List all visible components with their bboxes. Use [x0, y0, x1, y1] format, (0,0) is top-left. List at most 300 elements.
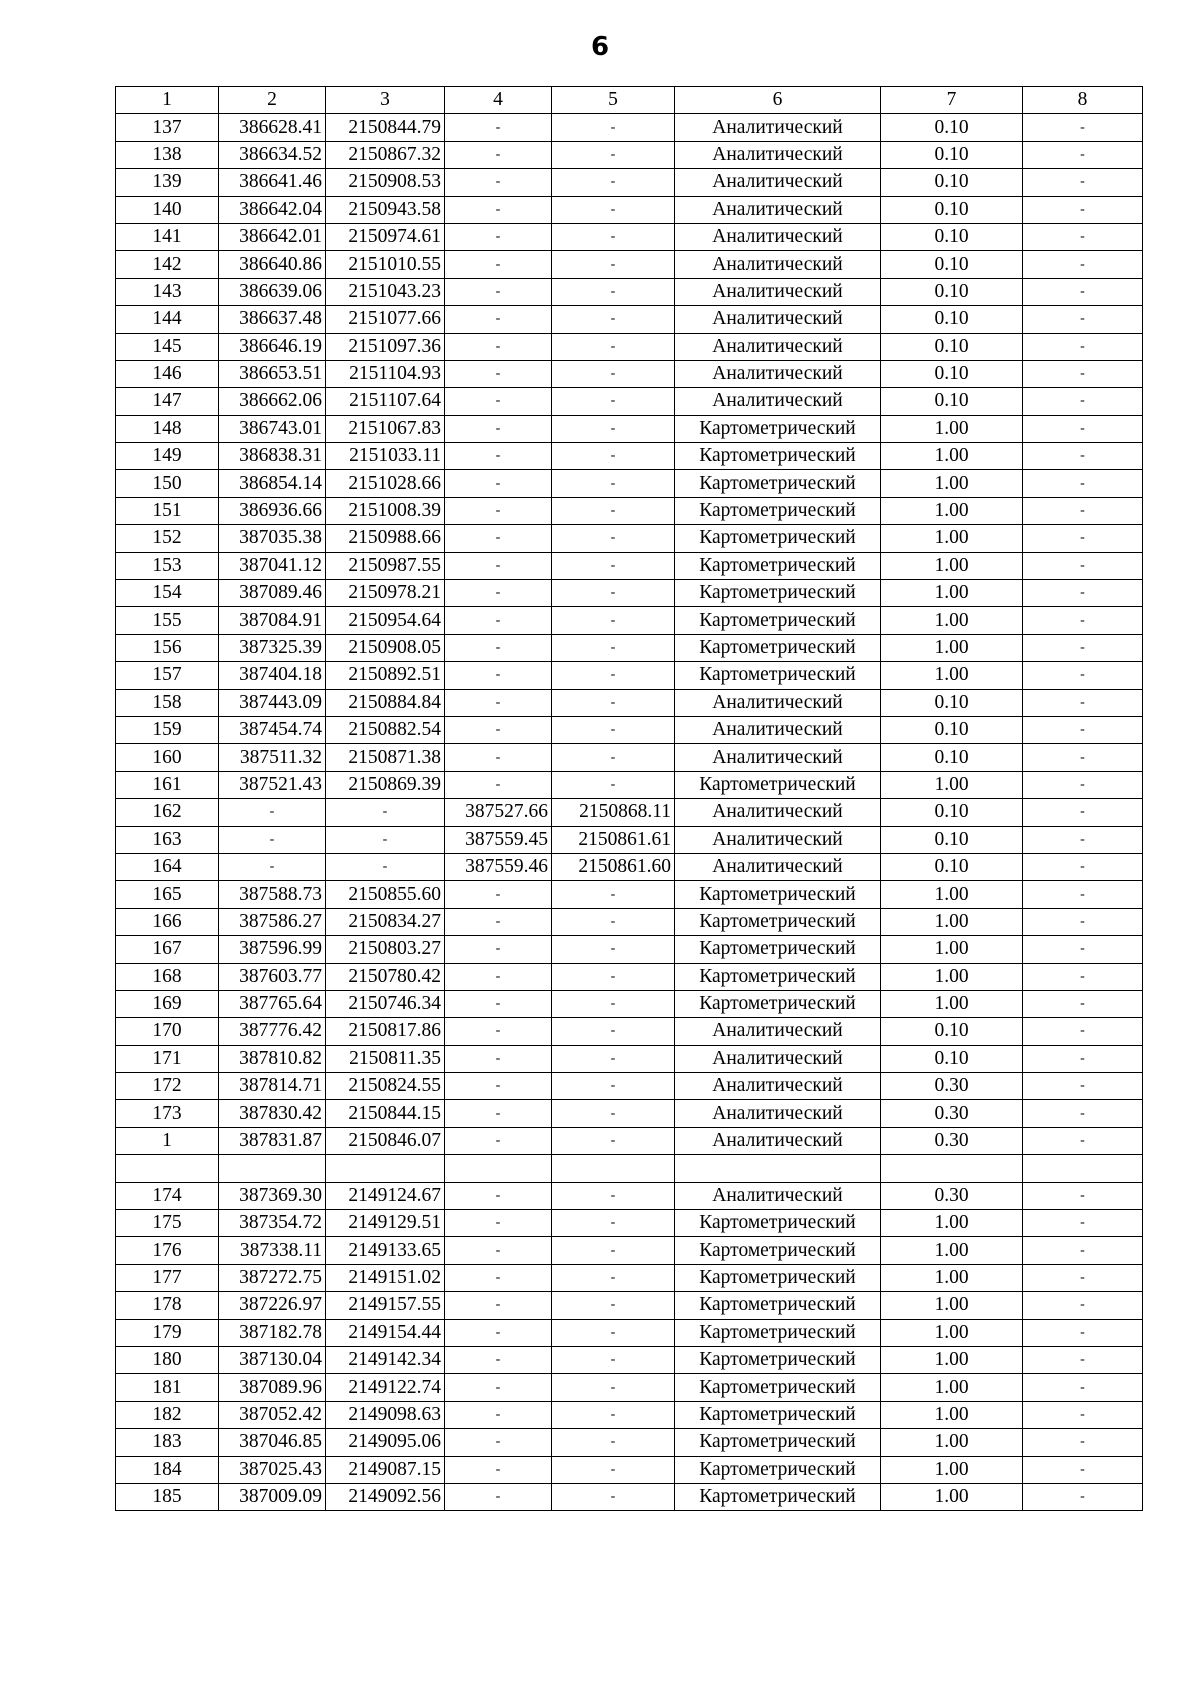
table-cell: Картометрический [675, 881, 881, 908]
table-cell: - [445, 1264, 552, 1291]
table-cell: 2150846.07 [326, 1127, 445, 1154]
table-cell: - [1023, 771, 1143, 798]
table-row [116, 251, 1143, 278]
table-cell: - [445, 963, 552, 990]
table-cell: Аналитический [675, 1100, 881, 1127]
table-cell: - [1023, 223, 1143, 250]
table-cell: 153 [116, 552, 219, 579]
table-row [116, 1319, 1143, 1346]
table-cell: 1.00 [881, 634, 1023, 661]
table-cell: Картометрический [675, 443, 881, 470]
table-cell: - [552, 716, 675, 743]
table-row [116, 306, 1143, 333]
table-cell: 167 [116, 936, 219, 963]
table-cell: - [445, 306, 552, 333]
table-cell: - [552, 415, 675, 442]
table-cell: 387404.18 [219, 662, 326, 689]
table-cell: Картометрический [675, 1237, 881, 1264]
page-number: 6 [590, 32, 610, 62]
table-cell: - [1023, 826, 1143, 853]
table-row [116, 1456, 1143, 1483]
table-cell: 173 [116, 1100, 219, 1127]
table-cell: 0.10 [881, 853, 1023, 880]
table-cell: 159 [116, 716, 219, 743]
table-cell: 387025.43 [219, 1456, 326, 1483]
table-cell: - [445, 936, 552, 963]
table-cell: Картометрический [675, 552, 881, 579]
table-cell: Аналитический [675, 169, 881, 196]
table-cell: 2151077.66 [326, 306, 445, 333]
table-cell: - [1023, 1429, 1143, 1456]
table-cell: - [1023, 580, 1143, 607]
table-cell: 149 [116, 443, 219, 470]
table-cell: 0.30 [881, 1100, 1023, 1127]
table-cell: 164 [116, 853, 219, 880]
table-cell [675, 1155, 881, 1182]
table-cell: 154 [116, 580, 219, 607]
table-cell: 0.10 [881, 744, 1023, 771]
table-row [116, 169, 1143, 196]
table-cell: 0.10 [881, 1045, 1023, 1072]
table-cell: 387272.75 [219, 1264, 326, 1291]
table-cell: 158 [116, 689, 219, 716]
table-cell: - [445, 525, 552, 552]
table-cell: - [552, 497, 675, 524]
table-cell: Картометрический [675, 771, 881, 798]
table-cell: Аналитический [675, 196, 881, 223]
table-cell: 0.10 [881, 799, 1023, 826]
table-cell: Картометрический [675, 1429, 881, 1456]
table-cell: 144 [116, 306, 219, 333]
table-cell: - [552, 360, 675, 387]
table-cell: 387830.42 [219, 1100, 326, 1127]
table-cell: - [445, 689, 552, 716]
table-cell: - [552, 662, 675, 689]
table-row [116, 1073, 1143, 1100]
table-cell: 386637.48 [219, 306, 326, 333]
table-cell: 387052.42 [219, 1401, 326, 1428]
table-cell: - [552, 744, 675, 771]
table-row [116, 1292, 1143, 1319]
table-row [116, 1264, 1143, 1291]
table-row [116, 333, 1143, 360]
table-cell: 387588.73 [219, 881, 326, 908]
table-cell: Картометрический [675, 908, 881, 935]
table-row [116, 580, 1143, 607]
coordinates-table [115, 86, 1143, 1511]
table-cell: - [445, 1292, 552, 1319]
table-cell: - [552, 1401, 675, 1428]
table-cell: 139 [116, 169, 219, 196]
table-cell: - [445, 470, 552, 497]
table-cell: - [552, 1018, 675, 1045]
table-cell: Аналитический [675, 1018, 881, 1045]
table-cell: Аналитический [675, 141, 881, 168]
table-cell: - [1023, 306, 1143, 333]
table-cell: 2150882.54 [326, 716, 445, 743]
table-cell: - [445, 771, 552, 798]
table-row [116, 415, 1143, 442]
table-cell: 1.00 [881, 497, 1023, 524]
table-cell: - [552, 169, 675, 196]
table-cell: - [552, 114, 675, 141]
table-cell: - [445, 1100, 552, 1127]
table-cell: - [1023, 1237, 1143, 1264]
table-cell: 2149095.06 [326, 1429, 445, 1456]
table-cell: Картометрический [675, 415, 881, 442]
table-cell: 387454.74 [219, 716, 326, 743]
table-row [116, 607, 1143, 634]
table-cell: - [1023, 1210, 1143, 1237]
table-row [116, 525, 1143, 552]
table-cell: - [1023, 114, 1143, 141]
table-cell: Картометрический [675, 936, 881, 963]
table-cell: Картометрический [675, 1483, 881, 1510]
table-header-row [116, 87, 1143, 114]
table-cell: 387814.71 [219, 1073, 326, 1100]
table-cell: 387527.66 [445, 799, 552, 826]
table-row [116, 1483, 1143, 1510]
table-cell: 181 [116, 1374, 219, 1401]
table-cell: 176 [116, 1237, 219, 1264]
table-cell: 160 [116, 744, 219, 771]
table-cell: 2151008.39 [326, 497, 445, 524]
table-row [116, 1210, 1143, 1237]
table-cell: Картометрический [675, 1292, 881, 1319]
table-cell: 1.00 [881, 936, 1023, 963]
table-cell: 180 [116, 1346, 219, 1373]
table-cell [116, 1155, 219, 1182]
table-cell: 387089.96 [219, 1374, 326, 1401]
table-cell: - [445, 1319, 552, 1346]
table-cell: 141 [116, 223, 219, 250]
table-cell: 386854.14 [219, 470, 326, 497]
table-cell: - [1023, 1346, 1143, 1373]
table-cell: 387765.64 [219, 990, 326, 1017]
table-cell: - [445, 881, 552, 908]
table-cell: 0.10 [881, 333, 1023, 360]
table-cell: - [445, 1210, 552, 1237]
table-cell: 170 [116, 1018, 219, 1045]
table-cell: 2150978.21 [326, 580, 445, 607]
table-cell: 2151028.66 [326, 470, 445, 497]
table-cell: 185 [116, 1483, 219, 1510]
table-cell: 1.00 [881, 443, 1023, 470]
table-cell: 2151107.64 [326, 388, 445, 415]
table-cell: 1.00 [881, 607, 1023, 634]
table-row [116, 936, 1143, 963]
table-cell: - [445, 1073, 552, 1100]
table-cell: - [445, 415, 552, 442]
table-cell: 2149157.55 [326, 1292, 445, 1319]
table-cell: - [1023, 799, 1143, 826]
table-cell: Аналитический [675, 1073, 881, 1100]
table-cell: - [552, 990, 675, 1017]
table-cell: 2150861.61 [552, 826, 675, 853]
table-cell: 1.00 [881, 552, 1023, 579]
table-cell: - [552, 881, 675, 908]
table-cell: 2150868.11 [552, 799, 675, 826]
table-cell: 1.00 [881, 881, 1023, 908]
table-cell: Картометрический [675, 1319, 881, 1346]
table-cell: - [1023, 1456, 1143, 1483]
table-cell: Аналитический [675, 114, 881, 141]
table-cell: 174 [116, 1182, 219, 1209]
table-cell: 387325.39 [219, 634, 326, 661]
table-cell: - [552, 1182, 675, 1209]
table-cell: 387521.43 [219, 771, 326, 798]
table-cell: - [219, 799, 326, 826]
table-cell: Картометрический [675, 525, 881, 552]
table-cell: - [445, 251, 552, 278]
table-cell: - [445, 662, 552, 689]
table-cell: 169 [116, 990, 219, 1017]
table-cell: - [1023, 278, 1143, 305]
table-cell: 152 [116, 525, 219, 552]
table-cell: 0.10 [881, 689, 1023, 716]
table-cell: 387511.32 [219, 744, 326, 771]
table-row [116, 990, 1143, 1017]
table-cell: 156 [116, 634, 219, 661]
table-cell: - [445, 141, 552, 168]
table-cell: - [552, 333, 675, 360]
table-row [116, 1346, 1143, 1373]
table-cell: - [1023, 525, 1143, 552]
table-cell: 2150892.51 [326, 662, 445, 689]
table-row [116, 1100, 1143, 1127]
table-cell: - [445, 1237, 552, 1264]
table-cell: 387130.04 [219, 1346, 326, 1373]
table-cell: 166 [116, 908, 219, 935]
table-cell: - [1023, 1127, 1143, 1154]
table-cell: - [445, 1346, 552, 1373]
table-cell: 1 [116, 1127, 219, 1154]
table-cell: 387596.99 [219, 936, 326, 963]
table-cell: 387586.27 [219, 908, 326, 935]
table-cell: - [552, 1073, 675, 1100]
table-cell: 387810.82 [219, 1045, 326, 1072]
table-cell: - [326, 853, 445, 880]
table-cell: - [1023, 443, 1143, 470]
table-cell: - [445, 1401, 552, 1428]
table-cell: - [1023, 141, 1143, 168]
column-header: 5 [552, 87, 675, 114]
table-cell: 148 [116, 415, 219, 442]
table-cell: - [552, 1456, 675, 1483]
table-cell: - [445, 634, 552, 661]
table-cell: - [552, 908, 675, 935]
table-cell: - [1023, 333, 1143, 360]
table-row [116, 662, 1143, 689]
table-row [116, 1182, 1143, 1209]
table-cell: 179 [116, 1319, 219, 1346]
table-cell: - [552, 1210, 675, 1237]
table-cell: 2150869.39 [326, 771, 445, 798]
table-row [116, 716, 1143, 743]
table-row [116, 1237, 1143, 1264]
table-cell: - [1023, 607, 1143, 634]
column-header: 7 [881, 87, 1023, 114]
table-cell: 0.30 [881, 1073, 1023, 1100]
table-cell: - [552, 443, 675, 470]
table-cell: - [1023, 1018, 1143, 1045]
table-cell: - [1023, 853, 1143, 880]
table-cell: 1.00 [881, 470, 1023, 497]
table-cell: 2151043.23 [326, 278, 445, 305]
table-cell: Картометрический [675, 990, 881, 1017]
table-cell: 386642.04 [219, 196, 326, 223]
table-cell: 1.00 [881, 1292, 1023, 1319]
table-cell: 1.00 [881, 1429, 1023, 1456]
table-cell: - [1023, 963, 1143, 990]
table-row [116, 1374, 1143, 1401]
table-cell: 386640.86 [219, 251, 326, 278]
table-cell: 2150871.38 [326, 744, 445, 771]
table-cell: - [445, 1018, 552, 1045]
table-cell: - [445, 1429, 552, 1456]
table-cell: Картометрический [675, 662, 881, 689]
table-row [116, 1018, 1143, 1045]
table-cell: - [1023, 1319, 1143, 1346]
table-cell: - [1023, 552, 1143, 579]
table-cell: 386628.41 [219, 114, 326, 141]
table-cell: - [552, 1483, 675, 1510]
table-cell: - [1023, 662, 1143, 689]
table-cell: Аналитический [675, 223, 881, 250]
table-cell: - [552, 580, 675, 607]
table-cell: - [1023, 716, 1143, 743]
table-cell: 0.10 [881, 169, 1023, 196]
table-cell: 2151010.55 [326, 251, 445, 278]
table-cell: - [552, 1127, 675, 1154]
table-row [116, 853, 1143, 880]
table-cell: - [1023, 634, 1143, 661]
table-cell: 2151033.11 [326, 443, 445, 470]
column-header: 1 [116, 87, 219, 114]
table-cell: 0.30 [881, 1182, 1023, 1209]
table-cell: 1.00 [881, 1264, 1023, 1291]
table-cell: 145 [116, 333, 219, 360]
table-cell: 2150908.05 [326, 634, 445, 661]
table-cell: 2150811.35 [326, 1045, 445, 1072]
table-cell: - [552, 251, 675, 278]
table-cell [881, 1155, 1023, 1182]
table-cell: 386639.06 [219, 278, 326, 305]
table-cell: 2150855.60 [326, 881, 445, 908]
table-cell: 157 [116, 662, 219, 689]
table-cell: 1.00 [881, 1319, 1023, 1346]
table-row [116, 1127, 1143, 1154]
table-cell: Аналитический [675, 689, 881, 716]
table-cell: 1.00 [881, 1374, 1023, 1401]
table-cell: - [552, 1100, 675, 1127]
table-cell: 386641.46 [219, 169, 326, 196]
table-cell: - [552, 1346, 675, 1373]
table-cell: 0.10 [881, 223, 1023, 250]
table-row [116, 881, 1143, 908]
table-cell: 147 [116, 388, 219, 415]
table-cell: - [445, 278, 552, 305]
table-cell: 386653.51 [219, 360, 326, 387]
table-cell: 387831.87 [219, 1127, 326, 1154]
table-cell: - [552, 936, 675, 963]
table-cell: - [1023, 169, 1143, 196]
table-cell: - [552, 223, 675, 250]
table-cell: 2149142.34 [326, 1346, 445, 1373]
table-cell: - [445, 196, 552, 223]
table-cell: Картометрический [675, 1346, 881, 1373]
table-cell: 386838.31 [219, 443, 326, 470]
table-cell: - [445, 990, 552, 1017]
table-cell: 386743.01 [219, 415, 326, 442]
table-cell: 150 [116, 470, 219, 497]
table-cell: - [1023, 1073, 1143, 1100]
table-cell: Картометрический [675, 963, 881, 990]
table-row [116, 223, 1143, 250]
table-cell: - [1023, 936, 1143, 963]
table-cell: 2150834.27 [326, 908, 445, 935]
table-cell: 0.10 [881, 1018, 1023, 1045]
table-cell: 0.30 [881, 1127, 1023, 1154]
table-cell: - [445, 607, 552, 634]
table-row [116, 388, 1143, 415]
table-cell: - [445, 360, 552, 387]
table-cell: Картометрический [675, 1456, 881, 1483]
table-cell: 2149092.56 [326, 1483, 445, 1510]
table-cell: Аналитический [675, 799, 881, 826]
table-cell: 387041.12 [219, 552, 326, 579]
table-cell: 387226.97 [219, 1292, 326, 1319]
table-cell: - [552, 1264, 675, 1291]
table-cell: 2151067.83 [326, 415, 445, 442]
table-cell: - [552, 470, 675, 497]
table-cell: 1.00 [881, 1401, 1023, 1428]
table-cell: 2150954.64 [326, 607, 445, 634]
table-cell: - [1023, 1483, 1143, 1510]
table-cell: 1.00 [881, 990, 1023, 1017]
table-cell: 2151104.93 [326, 360, 445, 387]
table-cell: 1.00 [881, 771, 1023, 798]
column-header: 2 [219, 87, 326, 114]
table-cell: Картометрический [675, 634, 881, 661]
table-cell: 2149098.63 [326, 1401, 445, 1428]
table-cell: 1.00 [881, 1237, 1023, 1264]
table-cell: Аналитический [675, 744, 881, 771]
table-cell [326, 1155, 445, 1182]
table-cell: - [445, 114, 552, 141]
table-cell: 2150987.55 [326, 552, 445, 579]
table-cell: - [552, 771, 675, 798]
table-cell [445, 1155, 552, 1182]
table-cell: - [552, 388, 675, 415]
table-cell: - [219, 826, 326, 853]
table-row [116, 360, 1143, 387]
table-row [116, 634, 1143, 661]
table-cell: Аналитический [675, 251, 881, 278]
table-cell: 2149124.67 [326, 1182, 445, 1209]
table-row [116, 196, 1143, 223]
table-cell: Аналитический [675, 1127, 881, 1154]
table-cell: 2150817.86 [326, 1018, 445, 1045]
table-cell: 161 [116, 771, 219, 798]
table-row [116, 470, 1143, 497]
table-cell: 2150974.61 [326, 223, 445, 250]
table-cell: - [1023, 497, 1143, 524]
table-cell: 0.10 [881, 278, 1023, 305]
table-cell: 387089.46 [219, 580, 326, 607]
table-cell: 2149122.74 [326, 1374, 445, 1401]
table-cell: 171 [116, 1045, 219, 1072]
